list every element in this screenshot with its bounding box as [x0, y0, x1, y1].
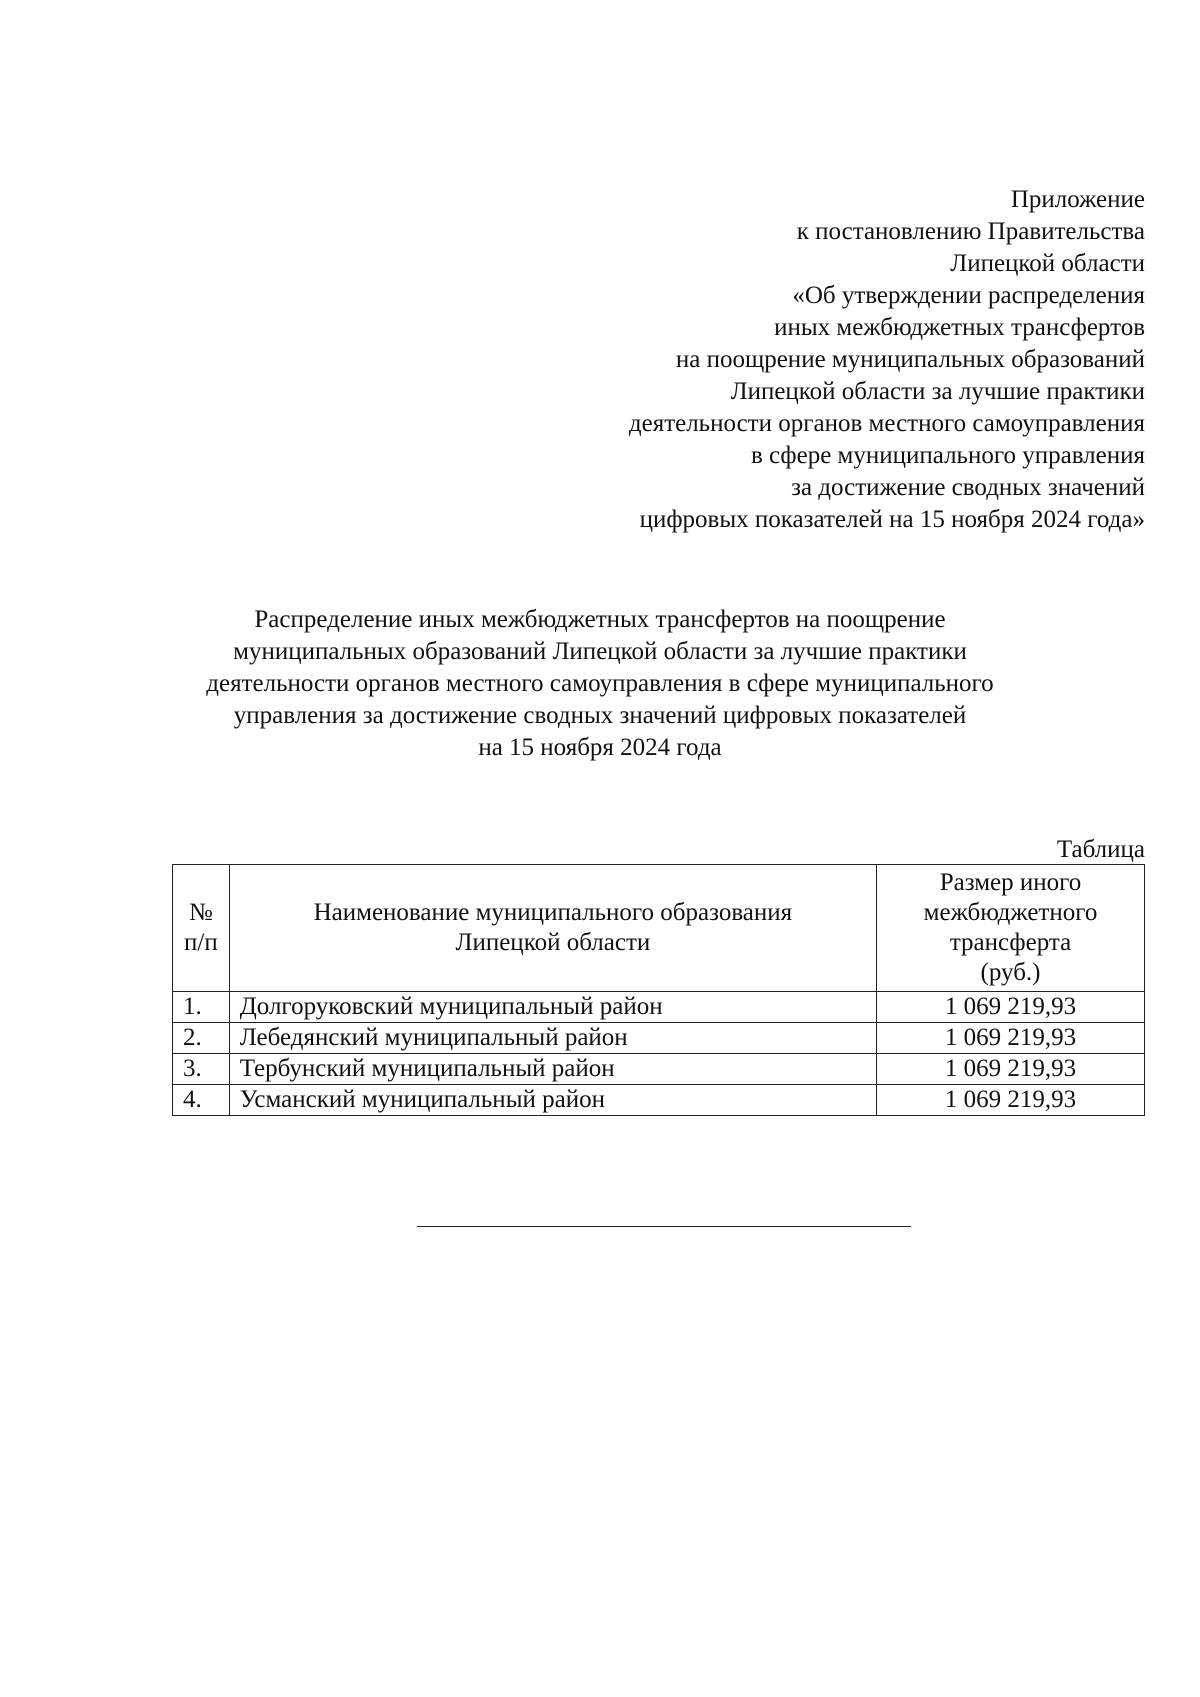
header-amount-line: Размер иного — [939, 869, 1082, 896]
appendix-line: к постановлению Правительства — [796, 218, 1145, 245]
table-caption: Таблица — [1056, 836, 1145, 863]
appendix-line: Приложение — [1010, 186, 1145, 213]
title-line: на 15 ноября 2024 года — [478, 734, 722, 761]
table-header-row — [173, 865, 1145, 992]
table-row — [173, 1023, 1145, 1054]
table-row — [173, 1054, 1145, 1085]
title-line: муниципальных образований Липецкой области за лучшие практики — [233, 638, 967, 665]
document-title — [170, 604, 1030, 764]
appendix-line: Липецкой области за лучшие практики — [730, 378, 1145, 405]
appendix-line: за достижение сводных значений — [791, 474, 1145, 501]
appendix-line: в сфере муниципального управления — [750, 442, 1145, 469]
appendix-block — [445, 184, 1145, 536]
appendix-line: иных межбюджетных трансфертов — [774, 314, 1145, 341]
header-name-line: Липецкой области — [455, 929, 651, 956]
header-amount-line: (руб.) — [980, 959, 1041, 986]
appendix-line: цифровых показателей на 15 ноября 2024 года» — [639, 506, 1145, 533]
closing-divider — [417, 1226, 911, 1227]
row-number: 1. — [173, 992, 230, 1023]
row-municipality: Тербунский муниципальный район — [229, 1054, 876, 1085]
header-number — [173, 865, 230, 992]
appendix-line: на поощрение муниципальных образований — [675, 346, 1145, 373]
header-number-line: № — [188, 899, 213, 926]
appendix-line: Липецкой области — [950, 250, 1145, 277]
header-amount-line: межбюджетного — [923, 899, 1098, 926]
row-amount: 1 069 219,93 — [877, 992, 1145, 1023]
header-municipality-name — [229, 865, 876, 992]
table-row — [173, 1085, 1145, 1116]
header-name-line: Наименование муниципального образования — [313, 899, 793, 926]
row-number: 3. — [173, 1054, 230, 1085]
row-amount: 1 069 219,93 — [877, 1023, 1145, 1054]
appendix-line: «Об утверждении распределения — [792, 282, 1145, 309]
header-number-line: п/п — [184, 929, 218, 956]
row-amount: 1 069 219,93 — [877, 1085, 1145, 1116]
table-row — [173, 992, 1145, 1023]
appendix-line: деятельности органов местного самоуправления — [628, 410, 1145, 437]
header-amount-line: трансферта — [949, 929, 1072, 956]
row-municipality: Усманский муниципальный район — [229, 1085, 876, 1116]
row-number: 2. — [173, 1023, 230, 1054]
header-transfer-amount — [877, 865, 1145, 992]
row-amount: 1 069 219,93 — [877, 1054, 1145, 1085]
title-line: Распределение иных межбюджетных трансфертов на поощрение — [254, 606, 946, 633]
row-municipality: Лебедянский муниципальный район — [229, 1023, 876, 1054]
row-municipality: Долгоруковский муниципальный район — [229, 992, 876, 1023]
title-line: деятельности органов местного самоуправления в сфере муниципального — [206, 670, 994, 697]
row-number: 4. — [173, 1085, 230, 1116]
title-line: управления за достижение сводных значений цифровых показателей — [233, 702, 967, 729]
distribution-table — [172, 864, 1145, 1116]
